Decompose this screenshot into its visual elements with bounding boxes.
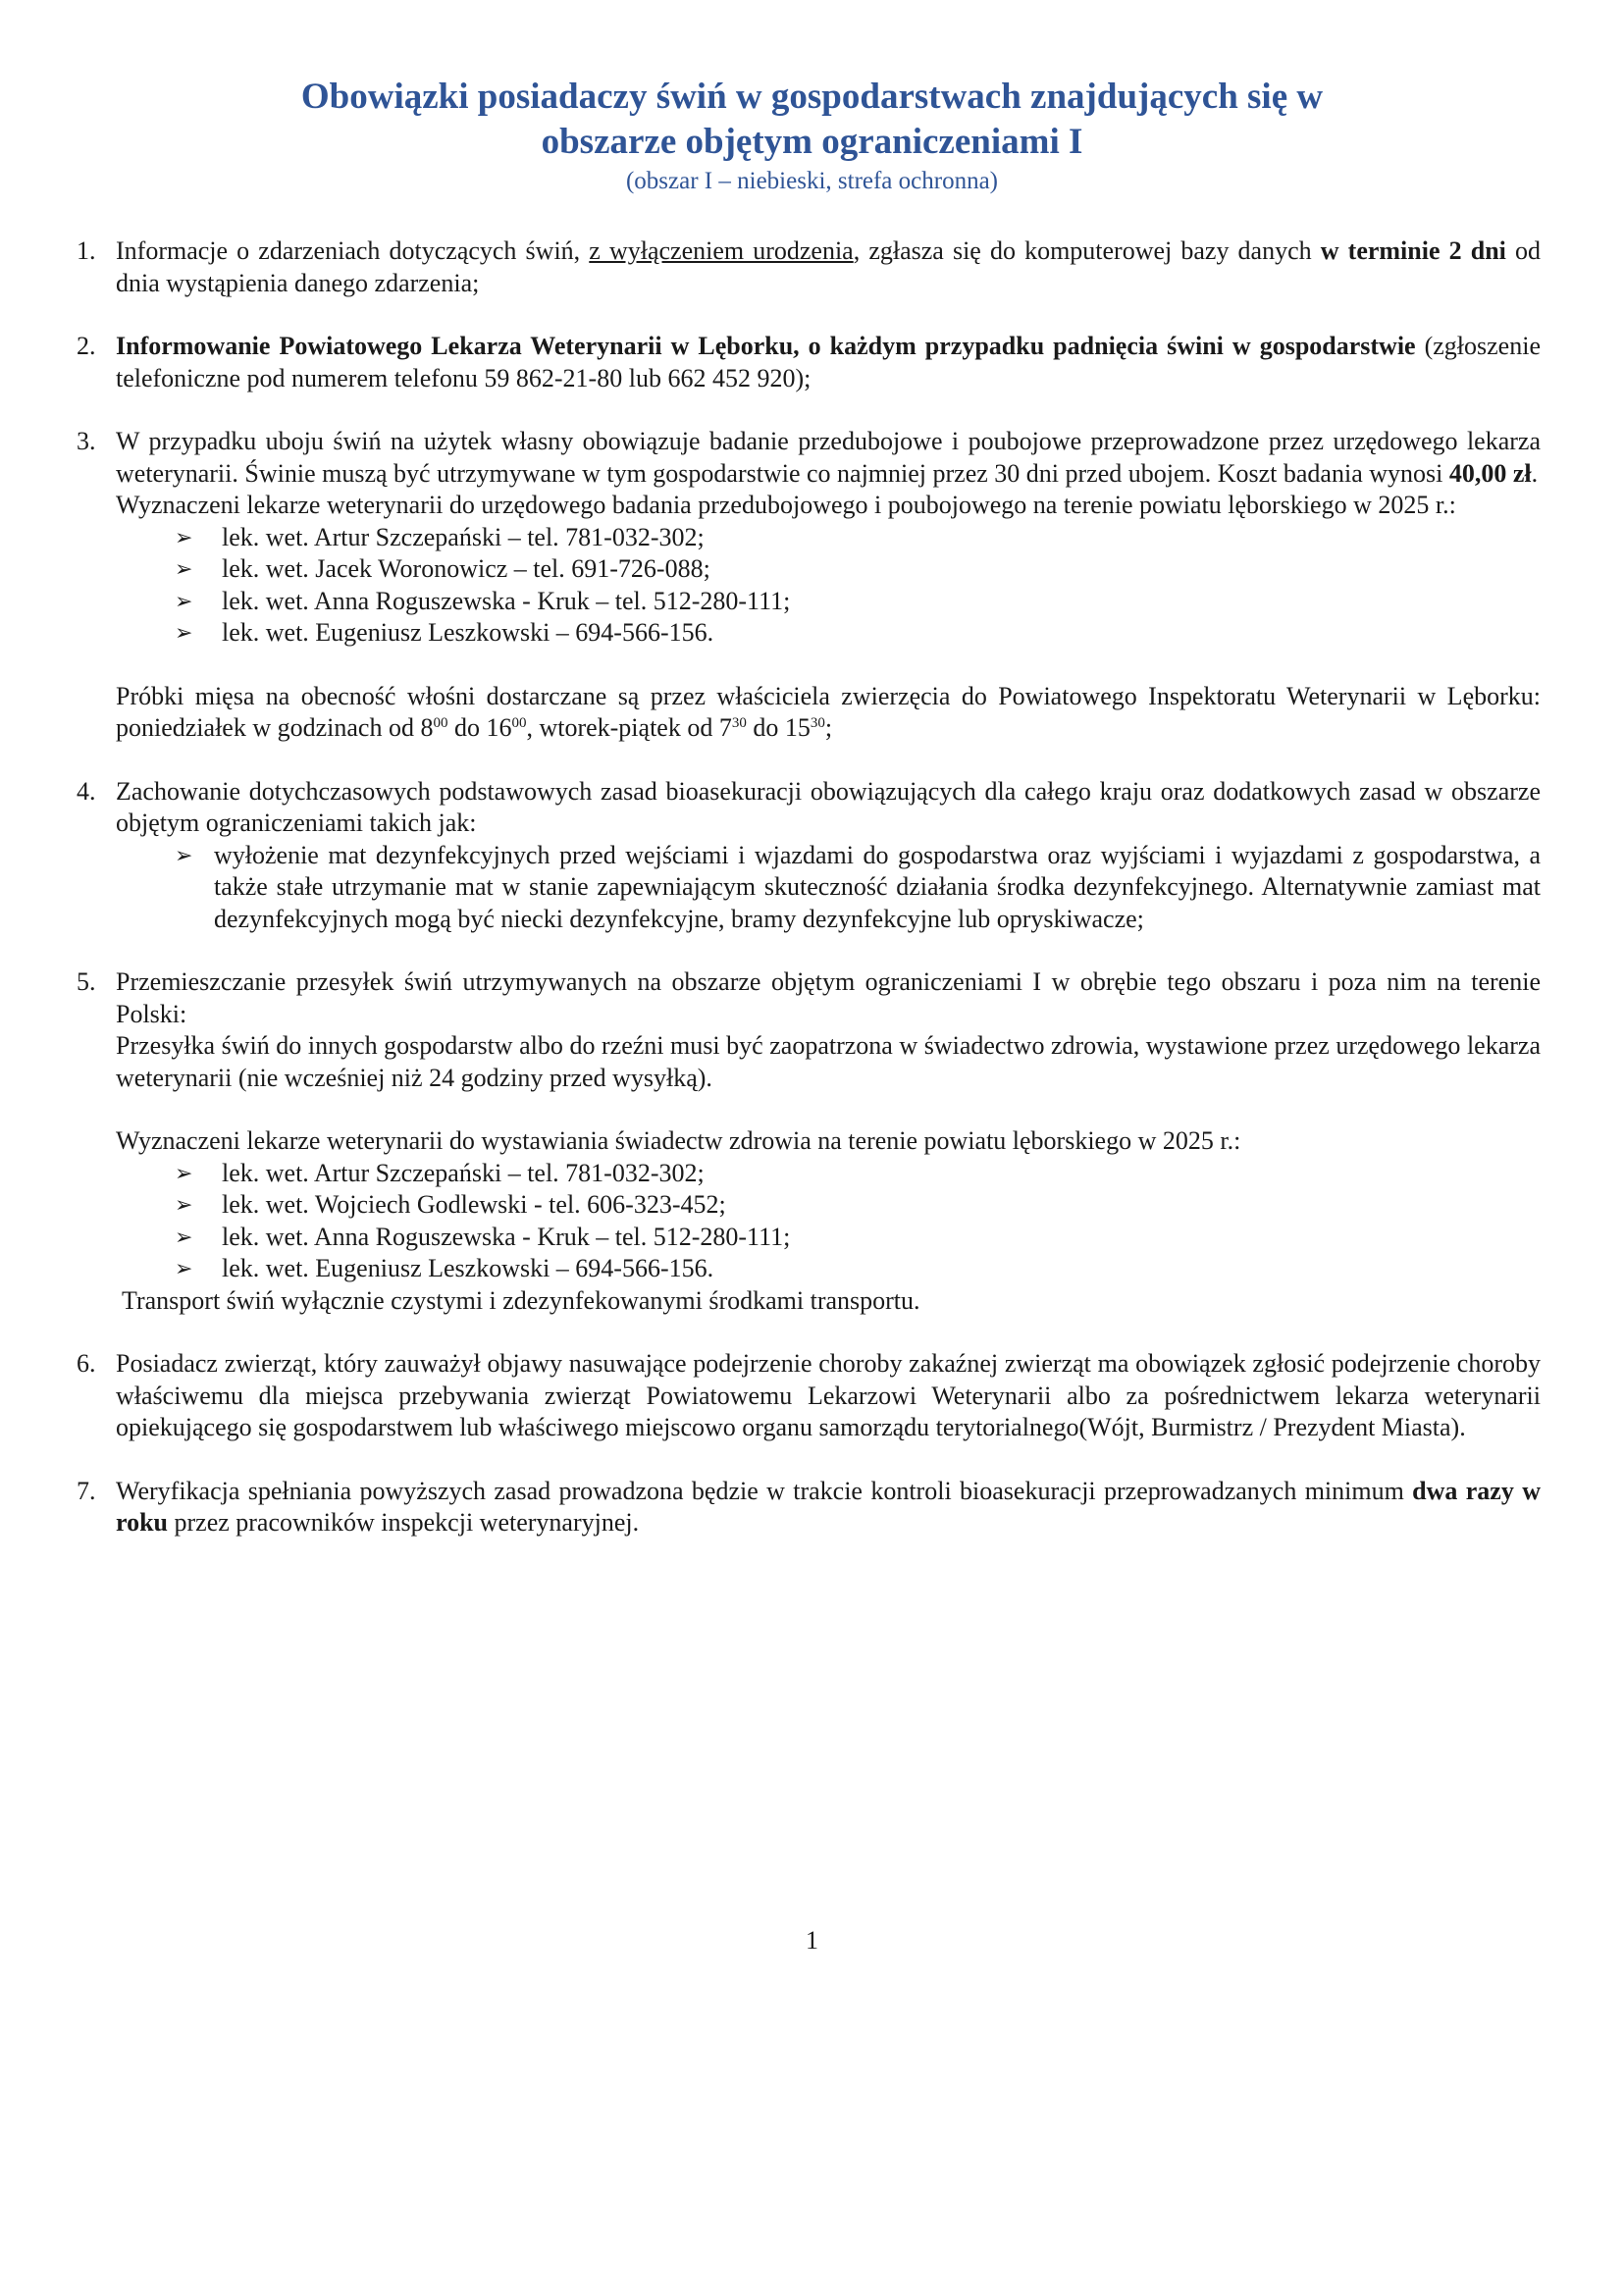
text-run: (zgłoszenie telefoniczne pod numerem telefonu 59 862-21-80 lub 662 452 920); <box>116 332 1541 392</box>
vet-entry: lek. wet. Wojciech Godlewski - tel. 606-323-452; <box>222 1190 726 1219</box>
text-run: , zgłasza się do komputerowej bazy danych <box>853 236 1321 265</box>
spacer <box>116 650 1541 681</box>
title-line-2: obszarze objętym ograniczeniami I <box>541 122 1083 162</box>
list-item-1 <box>69 235 1541 299</box>
text-run: przez pracowników inspekcji weterynaryjnej. <box>168 1508 640 1537</box>
arrowhead-bullet-icon: ➢ <box>175 1192 193 1217</box>
superscript-minutes: 30 <box>810 715 825 731</box>
designated-vets-intro: Wyznaczeni lekarze weterynarii do urzędowego badania przedubojowego i poubojowego na terenie powiatu lęborskiego w 2025 r.: <box>116 491 1456 519</box>
cost-value: 40,00 zł <box>1448 458 1532 488</box>
item-text <box>116 426 1541 490</box>
text-run: ; <box>824 713 833 742</box>
item-text <box>116 331 1541 394</box>
text-run: Próbki mięsa na obecność włośni dostarczane są przez właściciela zwierzęcia do Powiatowego Inspektoratu Weterynarii w Lęborku: poniedziałek w godzinach od 8 <box>116 681 1541 742</box>
vet-entry: lek. wet. Eugeniusz Leszkowski – 694-566-156. <box>222 618 714 647</box>
list-item-7 <box>69 1476 1541 1539</box>
vet-entry: lek. wet. Eugeniusz Leszkowski – 694-566-156. <box>222 1254 714 1282</box>
vet-list-item <box>175 586 1541 618</box>
item-number: 1. <box>77 236 96 265</box>
arrowhead-bullet-icon: ➢ <box>175 588 193 613</box>
list-item-5 <box>69 966 1541 1317</box>
health-certificate-text: Przesyłka świń do innych gospodarstw albo do rzeźni musi być zaopatrzona w świadectwo zdrowia, wystawione przez urzędowego lekarza weterynarii (nie wcześniej niż 24 godziny przed wysyłką). <box>116 1031 1541 1092</box>
arrowhead-bullet-icon: ➢ <box>175 1224 193 1249</box>
item-text: Przemieszczanie przesyłek świń utrzymywanych na obszarze objętym ograniczeniami I w obrębie tego obszaru i poza nim na terenie Polski: <box>116 967 1541 1028</box>
text-run: do 15 <box>746 713 811 742</box>
vet-list-item <box>175 1158 1541 1190</box>
obligations-list <box>69 235 1541 1571</box>
list-item-3 <box>69 426 1541 745</box>
transport-note: Transport świń wyłącznie czystymi i zdezynfekowanymi środkami transportu. <box>122 1285 920 1315</box>
page-number: 1 <box>806 1926 818 1955</box>
bullet-text: wyłożenie mat dezynfekcyjnych przed wejściami i wjazdami do gospodarstwa oraz wyjściami i wyjazdami z gospodarstwa, a także stałe utrzymanie mat w stanie zapewniającym skuteczność działania środka dezynfekcyjnego. Alternatywnie zamiast mat dezynfekcyjnych mogą być niecki dezynfekcyjne, bramy dezynfekcyjne lub opryskiwacze; <box>214 840 1541 933</box>
vet-list-item <box>175 1189 1541 1222</box>
superscript-minutes: 00 <box>511 715 527 731</box>
biosecurity-list <box>116 840 1541 936</box>
vet-list-item <box>175 522 1541 554</box>
bold-text: Informowanie Powiatowego Lekarza Weterynarii w Lęborku, o każdym przypadku padnięcia świni w gospodarstwie <box>116 332 1416 360</box>
item-number: 5. <box>77 967 96 996</box>
document-title <box>0 75 1624 165</box>
arrowhead-bullet-icon: ➢ <box>175 556 193 581</box>
text-run: W przypadku uboju świń na użytek własny obowiązuje badanie przedubojowe i poubojowe przeprowadzone przez urzędowego lekarza weterynarii. Świnie muszą być utrzymywane w tym gospodarstwie co najmniej przez 30 dni przed ubojem. Koszt badania wynosi <box>116 427 1541 488</box>
vet-list <box>116 1158 1541 1285</box>
vet-entry: lek. wet. Artur Szczepański – tel. 781-032-302; <box>222 1158 705 1187</box>
title-line-1: Obowiązki posiadaczy świń w gospodarstwach znajdujących się w <box>300 77 1324 117</box>
item-number: 2. <box>77 332 96 360</box>
item-number: 7. <box>77 1476 96 1505</box>
arrowhead-bullet-icon: ➢ <box>175 842 193 867</box>
text-run: od dnia wystąpienia danego zdarzenia; <box>116 236 1542 297</box>
arrowhead-bullet-icon: ➢ <box>175 620 193 645</box>
text-run: . <box>1531 458 1539 488</box>
superscript-minutes: 00 <box>433 715 448 731</box>
spacer <box>116 1094 1541 1125</box>
item-number: 4. <box>77 776 96 806</box>
superscript-minutes: 30 <box>731 715 747 731</box>
vet-entry: lek. wet. Anna Roguszewska - Kruk – tel. 512-280-111; <box>222 1222 791 1251</box>
text-run: , wtorek-piątek od 7 <box>526 713 732 742</box>
list-item-2 <box>69 331 1541 394</box>
item-number: 6. <box>77 1349 96 1378</box>
vet-list <box>116 522 1541 650</box>
designated-vets-intro: Wyznaczeni lekarze weterynarii do wystawiania świadectw zdrowia na terenie powiatu lęborskiego w 2025 r.: <box>116 1126 1241 1155</box>
biosecurity-list-item <box>175 840 1541 936</box>
samples-hours-text <box>116 681 1541 745</box>
vet-list-item <box>175 617 1541 650</box>
item-text: Zachowanie dotychczasowych podstawowych zasad bioasekuracji obowiązujących dla całego kraju oraz dodatkowych zasad w obszarze objętym ograniczeniami takich jak: <box>116 776 1541 837</box>
text-run: Informacje o zdarzeniach dotyczących świń, <box>116 236 590 265</box>
item-text <box>116 1476 1541 1539</box>
vet-list-item <box>175 1253 1541 1285</box>
arrowhead-bullet-icon: ➢ <box>175 524 193 549</box>
item-text: Posiadacz zwierząt, który zauważył objawy nasuwające podejrzenie choroby zakaźnej zwierząt ma obowiązek zgłosić podejrzenie choroby właściwemu dla miejsca przebywania zwierząt Powiatowemu Lekarzowi Weterynarii albo za pośrednictwem lekarza weterynarii opiekującego się gospodarstwem lub właściwego miejscowo organu samorządu terytorialnego(Wójt, Burmistrz / Prezydent Miasta). <box>116 1349 1541 1441</box>
vet-entry: lek. wet. Jacek Woronowicz – tel. 691-726-088; <box>222 554 710 583</box>
vet-entry: lek. wet. Anna Roguszewska - Kruk – tel. 512-280-111; <box>222 586 791 615</box>
list-item-4 <box>69 776 1541 936</box>
item-text <box>116 235 1541 299</box>
document-subtitle: (obszar I – niebieski, strefa ochronna) <box>625 168 999 194</box>
list-item-6 <box>69 1348 1541 1444</box>
underlined-text: z wyłączeniem urodzenia <box>589 236 854 265</box>
vet-list-item <box>175 553 1541 586</box>
text-run: Weryfikacja spełniania powyższych zasad prowadzona będzie w trakcie kontroli bioasekuracji przeprowadzanych minimum <box>116 1476 1413 1505</box>
text-run: do 16 <box>447 713 512 742</box>
bold-deadline: w terminie 2 dni <box>1320 236 1506 265</box>
arrowhead-bullet-icon: ➢ <box>175 1256 193 1280</box>
vet-entry: lek. wet. Artur Szczepański – tel. 781-032-302; <box>222 522 705 551</box>
arrowhead-bullet-icon: ➢ <box>175 1160 193 1185</box>
vet-list-item <box>175 1222 1541 1254</box>
bold-frequency: dwa razy w roku <box>116 1476 1541 1537</box>
item-number: 3. <box>77 427 96 455</box>
